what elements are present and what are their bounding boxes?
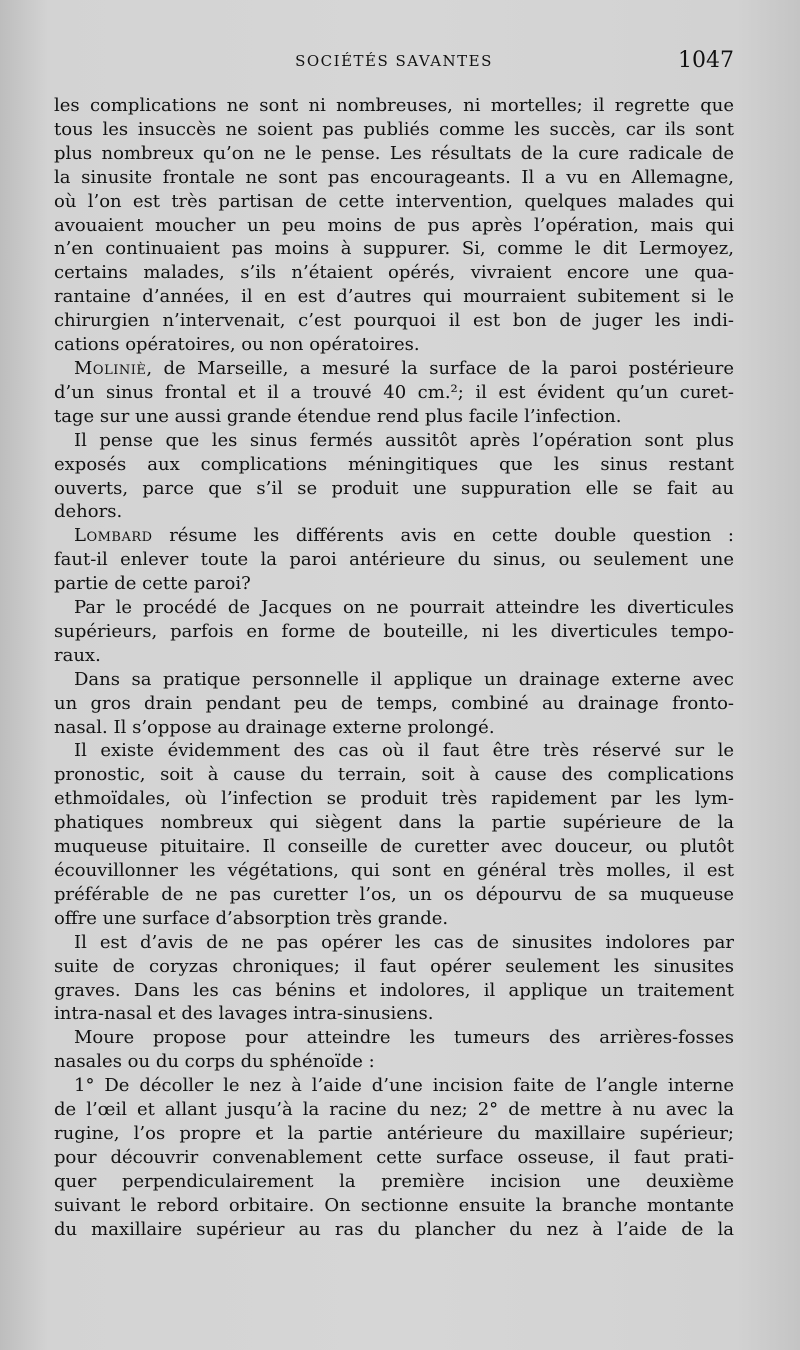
- text-line: [54, 261, 734, 285]
- line-text: ouverts, parce que s’il se produit une suppuration elle se fait au: [54, 477, 734, 499]
- paragraph: [54, 931, 734, 1027]
- line-text: Il pense que les sinus fermés aussitôt après l’opération sont plus: [74, 429, 734, 451]
- text-line: [54, 1050, 734, 1074]
- line-text: partie de cette paroi?: [54, 573, 251, 595]
- line-text: phatiques nombreux qui siègent dans la partie supérieure de la: [54, 812, 734, 834]
- text-line: [54, 883, 734, 907]
- speaker-name: Moliniè: [74, 357, 147, 379]
- paragraph: [54, 668, 734, 740]
- line-text: chirurgien n’intervenait, c’est pourquoi il est bon de juger les indi-: [54, 310, 734, 332]
- line-text: un gros drain pendant peu de temps, combiné au drainage fronto-: [54, 692, 734, 714]
- text-line: [54, 739, 734, 763]
- text-line: [54, 668, 734, 692]
- text-line: [54, 190, 734, 214]
- text-line: [54, 237, 734, 261]
- text-line: [54, 524, 734, 548]
- line-text: rugine, l’os propre et la partie antérieure du maxillaire supérieur;: [54, 1122, 734, 1144]
- text-line: [54, 1074, 734, 1098]
- text-line: [54, 907, 734, 931]
- text-line: [54, 166, 734, 190]
- body-text: [54, 94, 734, 1242]
- line-text: la sinusite frontale ne sont pas encourageants. Il a vu en Allemagne,: [54, 166, 734, 188]
- text-line: [54, 1170, 734, 1194]
- text-line: [54, 142, 734, 166]
- line-text: intra-nasal et des lavages intra-sinusiens.: [54, 1003, 434, 1025]
- text-line: [54, 477, 734, 501]
- line-text: de l’œil et allant jusqu’à la racine du nez; 2° de mettre à nu avec la: [54, 1099, 734, 1121]
- line-text: écouvillonner les végétations, qui sont en général très molles, il est: [54, 860, 734, 881]
- line-text: ethmoïdales, où l’infection se produit très rapidement par les lym-: [54, 788, 734, 810]
- line-text: Il est d’avis de ne pas opérer les cas de sinusites indolores par: [74, 931, 734, 953]
- text-line: [54, 1098, 734, 1122]
- line-text: les complications ne sont ni nombreuses, ni mortelles; il regrette que: [54, 95, 734, 116]
- line-text: pronostic, soit à cause du terrain, soit à cause des complications: [54, 764, 734, 786]
- line-text: 1° De décoller le nez à l’aide d’une incision faite de l’angle interne: [74, 1075, 734, 1097]
- running-head: SOCIÉTÉS SAVANTES: [295, 52, 493, 70]
- text-line: [54, 500, 734, 524]
- line-text: avouaient moucher un peu moins de pus après l’opération, mais qui: [54, 214, 734, 236]
- line-text: nasales ou du corps du sphénoïde :: [54, 1051, 375, 1073]
- text-line: [54, 835, 734, 859]
- line-text: rantaine d’années, il en est d’autres qui mourraient subitement si le: [54, 286, 734, 308]
- paragraph: [54, 1074, 734, 1241]
- text-line: [54, 214, 734, 238]
- text-line: [54, 548, 734, 572]
- line-text: tage sur une aussi grande étendue rend plus facile l’infection.: [54, 405, 622, 427]
- line-text: Par le procédé de Jacques on ne pourrait atteindre les diverticules: [74, 597, 734, 619]
- line-text: exposés aux complications méningitiques que les sinus restant: [54, 453, 734, 475]
- text-line: [54, 333, 734, 357]
- text-line: [54, 381, 734, 405]
- text-line: [54, 859, 734, 883]
- text-line: [54, 1194, 734, 1218]
- text-line: [54, 979, 734, 1003]
- text-line: [54, 118, 734, 142]
- line-text: muqueuse pituitaire. Il conseille de curetter avec douceur, ou plutôt: [54, 836, 734, 858]
- line-text: dehors.: [54, 501, 123, 523]
- paragraph: [54, 596, 734, 668]
- line-text: quer perpendiculairement la première incision une deuxième: [54, 1170, 734, 1192]
- line-text: raux.: [54, 644, 101, 666]
- line-text: tous les insuccès ne soient pas publiés comme les succès, car ils sont: [54, 118, 734, 140]
- line-text: où l’on est très partisan de cette intervention, quelques malades qui: [54, 190, 734, 212]
- text-line: [54, 644, 734, 668]
- text-line: [54, 1002, 734, 1026]
- text-line: [54, 716, 734, 740]
- line-text: faut-il enlever toute la paroi antérieure du sinus, ou seulement une: [54, 549, 734, 571]
- paragraph: [54, 524, 734, 596]
- paragraph: [54, 429, 734, 525]
- paragraph: [54, 1026, 734, 1074]
- text-line: [54, 692, 734, 716]
- line-text: résume les différents avis en cette double question :: [152, 525, 734, 547]
- text-line: [54, 1146, 734, 1170]
- line-text: graves. Dans les cas bénins et indolores, il applique un traitement: [54, 979, 734, 1001]
- text-line: [54, 763, 734, 787]
- speaker-name: Lombard: [74, 525, 153, 547]
- text-line: [54, 309, 734, 333]
- text-line: [54, 955, 734, 979]
- text-line: [54, 931, 734, 955]
- line-text: suivant le rebord orbitaire. On sectionne ensuite la branche montante: [54, 1194, 734, 1216]
- line-text: du maxillaire supérieur au ras du plancher du nez à l’aide de la: [54, 1218, 734, 1240]
- text-line: [54, 285, 734, 309]
- text-line: [54, 620, 734, 644]
- text-line: [54, 1122, 734, 1146]
- line-text: cations opératoires, ou non opératoires.: [54, 334, 420, 356]
- paragraph: [54, 94, 734, 357]
- line-text: pour découvrir convenablement cette surface osseuse, il faut prati-: [54, 1146, 734, 1168]
- text-line: [54, 572, 734, 596]
- text-line: [54, 453, 734, 477]
- line-text: , de Marseille, a mesuré la surface de la paroi postérieure: [146, 357, 734, 379]
- text-line: [54, 405, 734, 429]
- text-line: [54, 787, 734, 811]
- text-line: [54, 596, 734, 620]
- text-line: [54, 429, 734, 453]
- page-number: 1047: [678, 48, 734, 73]
- text-line: [54, 357, 734, 381]
- line-text: plus nombreux qu’on ne le pense. Les résultats de la cure radicale de: [54, 142, 734, 164]
- line-text: d’un sinus frontal et il a trouvé 40 cm.²; il est évident qu’un curet-: [54, 381, 734, 403]
- line-text: Dans sa pratique personnelle il applique un drainage externe avec: [74, 668, 734, 690]
- line-text: Moure propose pour atteindre les tumeurs des arrières-fosses: [74, 1027, 734, 1049]
- page-header: [54, 48, 734, 76]
- line-text: nasal. Il s’oppose au drainage externe prolongé.: [54, 716, 495, 738]
- text-line: [54, 811, 734, 835]
- line-text: suite de coryzas chroniques; il faut opérer seulement les sinusites: [54, 955, 734, 977]
- paragraph: [54, 739, 734, 930]
- text-line: [54, 94, 734, 118]
- text-line: [54, 1026, 734, 1050]
- text-line: [54, 1218, 734, 1242]
- line-text: n’en continuaient pas moins à suppurer. Si, comme le dit Lermoyez,: [54, 238, 734, 260]
- line-text: certains malades, s’ils n’étaient opérés, vivraient encore une qua-: [54, 262, 734, 284]
- line-text: offre une surface d’absorption très grande.: [54, 907, 449, 929]
- paragraph: [54, 357, 734, 429]
- line-text: préférable de ne pas curetter l’os, un os dépourvu de sa muqueuse: [54, 883, 734, 905]
- line-text: supérieurs, parfois en forme de bouteille, ni les diverticules tempo-: [54, 620, 734, 642]
- line-text: Il existe évidemment des cas où il faut être très réservé sur le: [74, 740, 734, 762]
